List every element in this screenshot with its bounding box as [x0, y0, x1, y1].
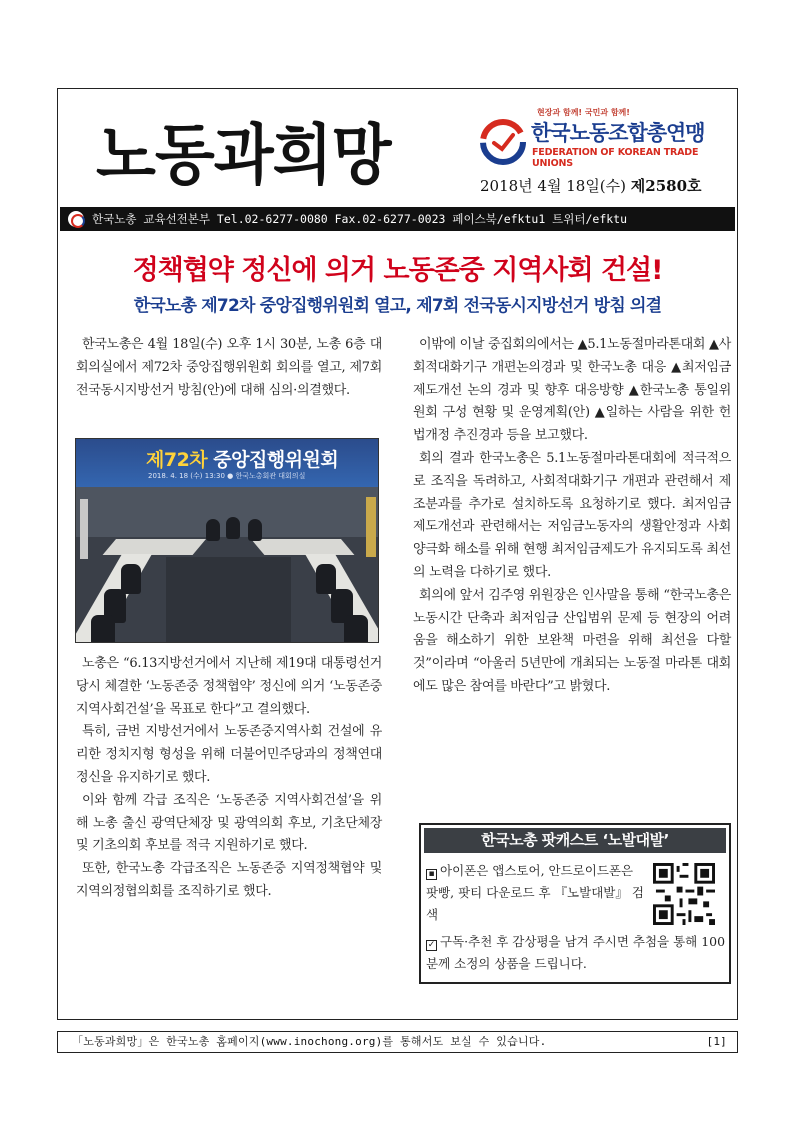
- footer: [57, 1031, 738, 1053]
- photo-person: [121, 564, 141, 594]
- slogan: 현장과 함께! 국민과 함께!: [537, 108, 630, 117]
- article-right: [413, 334, 731, 699]
- photo-table: [103, 539, 206, 555]
- photo-banner-subtitle: 2018. 4. 18 (수) 13:30 ● 한국노총회관 대회의실: [148, 472, 306, 480]
- page-number: [1]: [706, 1035, 727, 1048]
- photo-person: [91, 615, 115, 643]
- photo-floor: [166, 557, 291, 643]
- photo-person: [226, 517, 240, 539]
- masthead: [60, 95, 735, 205]
- federation-english-name: FEDERATION OF KOREAN TRADE UNIONS: [532, 147, 699, 169]
- qr-code-icon[interactable]: [653, 863, 715, 925]
- photo-flag-right: [366, 497, 376, 557]
- issue-number: 제2580호: [630, 177, 702, 195]
- contact-bar: [60, 207, 735, 231]
- footer-note: 「노동과희망」은 한국노총 홈페이지(www.inochong.org)를 통해서도 보실 수 있습니다.: [72, 1035, 547, 1048]
- podcast-item-download: ▪ 아이폰은 앱스토어, 안드로이드폰은 팟빵, 팟티 다운로드 후 『노발대발』 검색: [426, 863, 644, 922]
- contact-info: 한국노총 교육선전본부 Tel.02-6277-0080 Fax.02-6277-0023 페이스북/efktu1 트위터/efktu: [92, 212, 628, 226]
- article-paragraph: 이와 함께 각급 조직은 ‘노동존중 지역사회건설’을 위해 노총 출신 광역단체장 및 광역의회 후보, 기초단체장 및 기초의회 후보를 적극 지원하기로 했다.: [76, 792, 382, 854]
- article-left-bottom: [76, 653, 382, 904]
- headline: 정책협약 정신에 의거 노동존중 지역사회 건설!: [132, 255, 663, 286]
- article-paragraph: 특히, 금번 지방선거에서 노동존중지역사회 건설에 유리한 정치지형 형성을 위해 더불어민주당과의 정책연대 정신을 유지하기로 했다.: [76, 724, 382, 785]
- paper-title: 노동과희망: [96, 116, 391, 194]
- podcast-box: [419, 823, 731, 984]
- article-paragraph: 회의 결과 한국노총은 5.1노동절마라톤대회에 적극적으로 조직을 독려하고, 사회적대화기구 개편과 관련해서 제조분과를 추가로 설치하도록 요청하기로 했다. 최저임금 제도개선과 관련해서는 저임금노동자의 생활안정과 사회양극화 해소를 위해 현행 최저임금제도가 유지되도록 최선의 노력을 다하기로 했다.: [413, 450, 731, 580]
- podcast-title: 한국노총 팟캐스트 ‘노발대발’: [424, 828, 726, 853]
- article-paragraph: 한국노총은 4월 18일(수) 오후 1시 30분, 노총 6층 대회의실에서 제72차 중앙집행위원회 회의를 열고, 제7회 전국동시지방선거 방침(안)에 대해 심의·의결했다.: [76, 337, 382, 398]
- photo-person: [206, 519, 220, 541]
- photo-person: [344, 615, 368, 643]
- article-left-top: [76, 334, 382, 402]
- meeting-photo: [75, 438, 379, 643]
- federation-logo-icon: [480, 119, 526, 165]
- issue-date: 2018년 4월 18일(수): [480, 177, 627, 195]
- issue-date-line: [480, 175, 702, 196]
- podcast-item-review: ✓ 구독·추천 후 감상평을 남겨 주시면 추첨을 통해 100분께 소정의 상품을 드립니다.: [426, 934, 726, 971]
- checkbox-icon: ▪: [426, 869, 437, 880]
- photo-flag-left: [80, 499, 88, 559]
- article-paragraph: 회의에 앞서 김주영 위원장은 인사말을 통해 “한국노총은 노동시간 단축과 최저임금 산입범위 문제 등 현장의 어려움을 해소하기 위한 보완책 마련을 위해 최선을 다할 것”이라며 “아울러 5년만에 개최되는 노동절 마라톤 대회에도 많은 참여를 바란다”고 밝혔다.: [413, 587, 731, 694]
- federation-name: 한국노동조합총연맹: [531, 121, 705, 145]
- federation-mini-logo-icon: [68, 211, 84, 227]
- photo-table: [251, 539, 354, 555]
- article-paragraph: 또한, 한국노총 각급조직은 노동존중 지역정책협약 및 지역의정협의회를 조직하기로 했다.: [76, 861, 382, 899]
- photo-person: [248, 519, 262, 541]
- photo-banner-title: 제72차 중앙집행위원회: [146, 449, 339, 471]
- article-paragraph: 노총은 “6.13지방선거에서 지난해 제19대 대통령선거 당시 체결한 ‘노동존중 정책협약’ 정신에 의거 ‘노동존중 지역사회건설’을 목표로 한다”고 결의했다.: [76, 656, 382, 717]
- checkbox-icon: ✓: [427, 940, 436, 950]
- article-paragraph: 이밖에 이날 중집회의에서는 ▲5.1노동절마라톤대회 ▲사회적대화기구 개편논의경과 및 한국노총 대응 ▲최저임금 제도개선 논의 경과 및 향후 대응방향 ▲한국노총 통일위원회 구성 현황 및 운영계획(안) ▲일하는 사람을 위한 헌법개정 추진경과 등을 보고했다.: [413, 337, 731, 444]
- subheadline: 한국노총 제72차 중앙집행위원회 열고, 제7회 전국동시지방선거 방침 의결: [133, 296, 662, 316]
